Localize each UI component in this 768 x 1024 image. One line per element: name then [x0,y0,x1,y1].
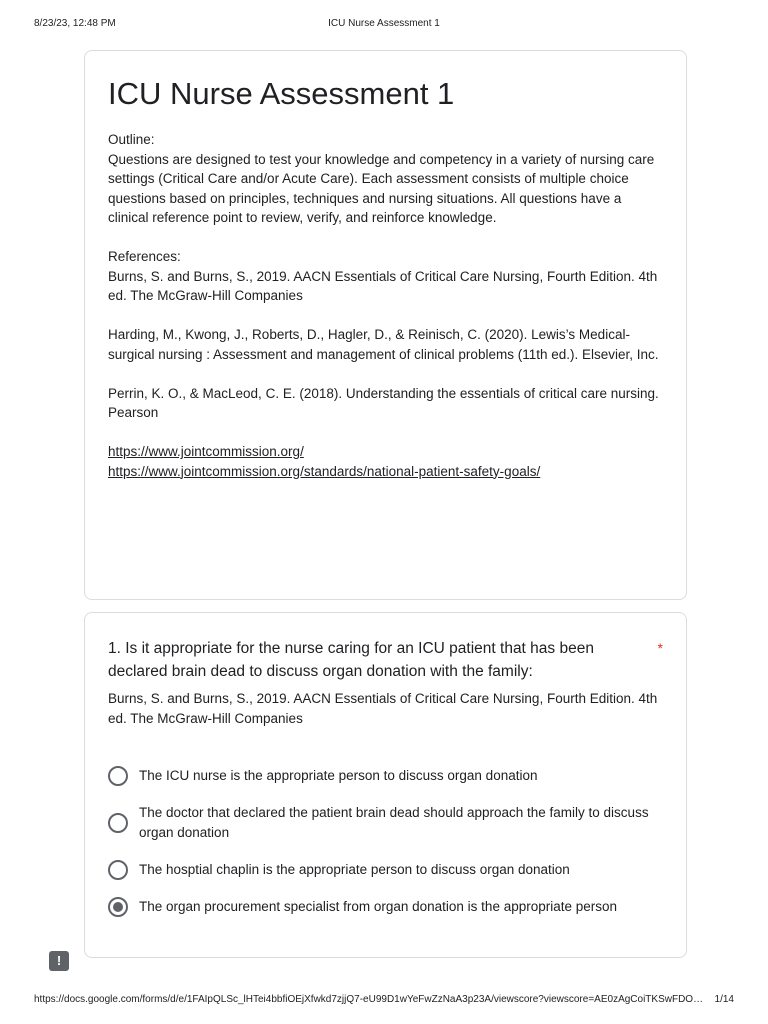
radio-unchecked-icon[interactable] [108,860,128,880]
option-label: The organ procurement specialist from organ donation is the appropriate person [139,899,618,914]
page-number: 1/14 [714,994,734,1005]
form-header-card [84,50,687,600]
print-header [34,18,734,32]
link-jointcommission[interactable]: https://www.jointcommission.org/ [108,444,304,459]
required-asterisk: * [657,640,663,656]
print-footer [34,994,734,1008]
question-card [84,612,687,958]
page-url: https://docs.google.com/forms/d/e/1FAIpQLSc_lHTei4bbfiOEjXfwkd7zjjQ7-eU99D1wYeFwZzNaA3p23A/viewscore?viewscore=AE0zAgCoiTKSwFDO… [34,994,704,1005]
radio-checked-icon[interactable] [108,897,128,917]
option-label: The hosptial chaplin is the appropriate person to discuss organ donation [139,862,570,877]
reference-burns: Burns, S. and Burns, S., 2019. AACN Essentials of Critical Care Nursing, Fourth Edition. 4th ed. The McGraw-Hill Companies [108,268,658,303]
option-label: The ICU nurse is the appropriate person to discuss organ donation [139,768,538,783]
reference-perrin: Perrin, K. O., & MacLeod, C. E. (2018). Understanding the essentials of critical care nursing. Pearson [108,385,659,420]
question-title [108,637,663,683]
reference-harding: Harding, M., Kwong, J., Roberts, D., Hagler, D., & Reinisch, C. (2020). Lewis’s Medical-surgical nursing : Assessment and management of clinical problems (11th ed.). Elsevier, Inc. [108,327,659,362]
print-timestamp: 8/23/23, 12:48 PM [34,18,116,29]
report-feedback-icon[interactable]: ! [49,951,69,971]
question-reference: Burns, S. and Burns, S., 2019. AACN Essentials of Critical Care Nursing, Fourth Edition. 4th ed. The McGraw-Hill Companies [108,691,658,726]
answer-options [108,766,663,917]
option-chaplain[interactable] [108,860,663,880]
references-label: References: [108,249,181,264]
radio-unchecked-icon[interactable] [108,813,128,833]
form-description [108,130,663,481]
outline-text: Questions are designed to test your knowledge and competency in a variety of nursing care settings (Critical Care and/or Acute Care). Each assessment consists of multiple choice questions based on principles, techniques and nursing situations. All questions have a clinical reference point to review, verify, and reinforce knowledge. [108,151,655,225]
option-icu-nurse[interactable] [108,766,663,786]
link-patient-safety-goals[interactable]: https://www.jointcommission.org/standards/national-patient-safety-goals/ [108,463,541,479]
option-label: The doctor that declared the patient brain dead should approach the family to discuss organ donation [139,805,649,840]
option-doctor[interactable] [108,803,663,843]
outline-label: Outline: [108,132,155,147]
print-title: ICU Nurse Assessment 1 [328,18,440,29]
question-text: 1. Is it appropriate for the nurse caring for an ICU patient that has been declared brain dead to discuss organ donation with the family: [108,640,594,680]
option-procurement-specialist[interactable] [108,897,663,917]
form-title: ICU Nurse Assessment 1 [108,76,455,111]
radio-unchecked-icon[interactable] [108,766,128,786]
